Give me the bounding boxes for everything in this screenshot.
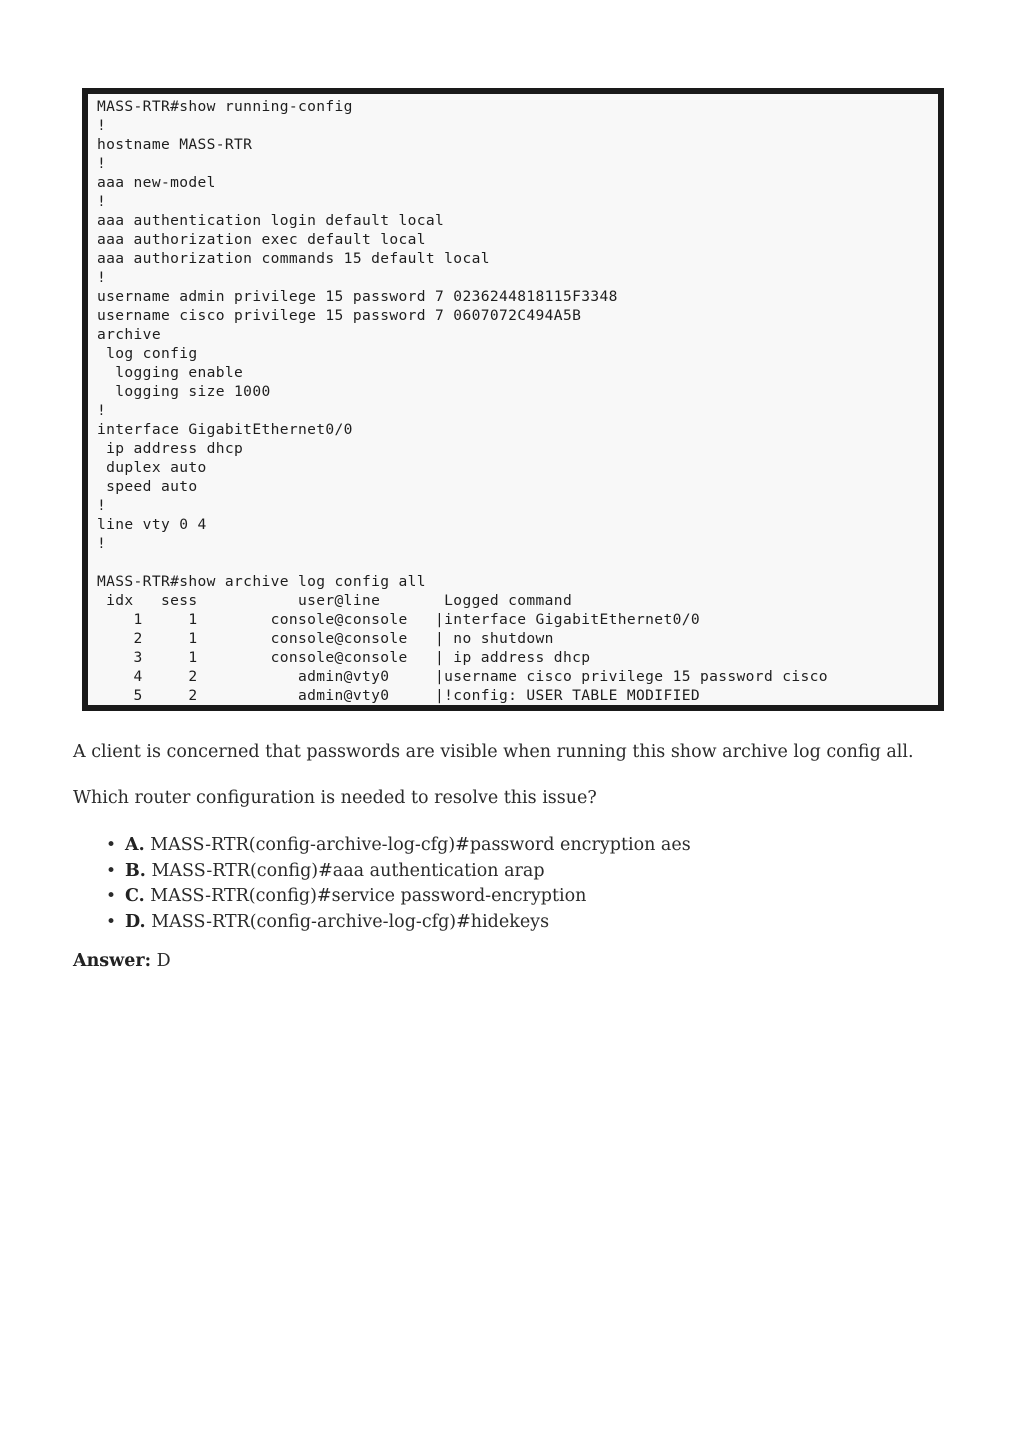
cli-line: MASS-RTR#show archive log config all xyxy=(97,573,426,590)
cli-line: speed auto xyxy=(97,478,198,495)
cli-line: ! xyxy=(97,535,107,552)
option-text: MASS-RTR(config-archive-log-cfg)#password encryption aes xyxy=(150,835,691,855)
answer xyxy=(73,950,171,972)
cli-line: archive xyxy=(97,326,161,343)
cli-line: ! xyxy=(97,155,107,172)
option-letter: C. xyxy=(125,886,145,906)
cli-line: username cisco privilege 15 password 7 0607072C494A5B xyxy=(97,307,582,324)
answer-value: D xyxy=(156,951,171,971)
cli-line: ip address dhcp xyxy=(97,440,244,457)
cli-output xyxy=(88,94,938,705)
cli-line: line vty 0 4 xyxy=(97,516,207,533)
question-prompt: Which router configuration is needed to resolve this issue? xyxy=(73,788,597,808)
cli-line: ! xyxy=(97,193,107,210)
cli-line: duplex auto xyxy=(97,459,207,476)
question-intro: A client is concerned that passwords are visible when running this show archive log config all. xyxy=(73,742,914,762)
cli-line: 2 1 console@console | no shutdown xyxy=(97,630,554,647)
cli-line: hostname MASS-RTR xyxy=(97,136,253,153)
cli-line: logging size 1000 xyxy=(97,383,271,400)
cli-line: aaa authorization exec default local xyxy=(97,231,426,248)
option-a xyxy=(125,833,691,859)
cli-line: MASS-RTR#show running-config xyxy=(97,98,353,115)
cli-line: idx sess user@line Logged command xyxy=(97,592,573,609)
cli-line xyxy=(97,553,938,572)
answer-options xyxy=(73,833,691,935)
cli-line: aaa authorization commands 15 default local xyxy=(97,250,490,267)
cli-line: aaa new-model xyxy=(97,174,216,191)
cli-line: aaa authentication login default local xyxy=(97,212,445,229)
option-b xyxy=(125,859,691,885)
cli-line: log config xyxy=(97,345,198,362)
cli-line: ! xyxy=(97,269,107,286)
answer-label: Answer: xyxy=(73,951,152,971)
option-text: MASS-RTR(config-archive-log-cfg)#hidekeys xyxy=(151,911,550,932)
cli-line: 3 1 console@console | ip address dhcp xyxy=(97,649,591,666)
option-text: MASS-RTR(config)#aaa authentication arap xyxy=(151,860,545,881)
option-letter: D. xyxy=(125,911,146,932)
cli-line: ! xyxy=(97,497,107,514)
cli-line: logging enable xyxy=(97,364,244,381)
cli-line: ! xyxy=(97,402,107,419)
option-c xyxy=(125,884,691,910)
cli-line: ! xyxy=(97,117,107,134)
option-text: MASS-RTR(config)#service password-encryption xyxy=(150,886,587,906)
cli-line: interface GigabitEthernet0/0 xyxy=(97,421,353,438)
cli-line: 4 2 admin@vty0 |username cisco privilege 15 password cisco xyxy=(97,668,828,685)
cli-screenshot xyxy=(82,88,944,711)
option-d xyxy=(125,910,691,936)
cli-line: 1 1 console@console |interface GigabitEthernet0/0 xyxy=(97,611,700,628)
option-letter: A. xyxy=(125,835,145,855)
cli-line: username admin privilege 15 password 7 0236244818115F3348 xyxy=(97,288,618,305)
cli-line: 5 2 admin@vty0 |!config: USER TABLE MODIFIED xyxy=(97,687,700,704)
option-letter: B. xyxy=(125,860,146,881)
